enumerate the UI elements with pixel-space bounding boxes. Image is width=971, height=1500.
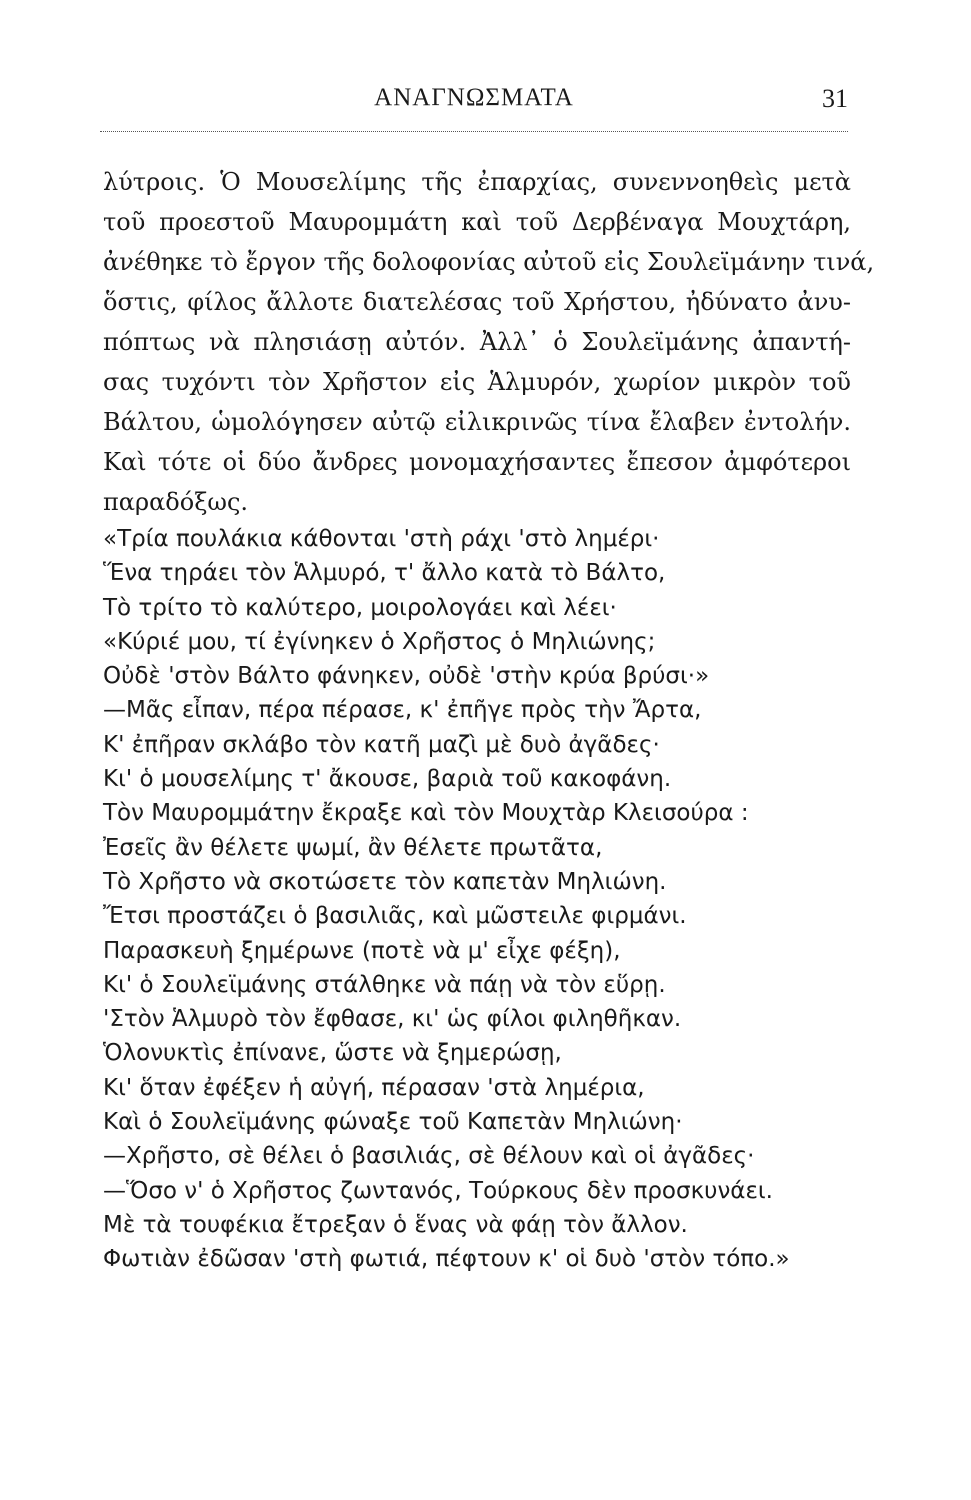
prose-line: σας τυχόντι τὸν Χρῆστον εἰς Ἁλμυρόν, χωρίον μικρὸν τοῦ xyxy=(103,368,851,396)
poem-line: Μὲ τὰ τουφέκια ἔτρεξαν ὁ ἕνας νὰ φάῃ τὸν ἄλλον. xyxy=(103,1211,688,1238)
poem-line: Ἐσεῖς ἂν θέλετε ψωμί, ἂν θέλετε πρωτᾶτα, xyxy=(103,834,603,861)
page-number: 31 xyxy=(822,84,848,113)
poem-line: Ἕνα τηράει τὸν Ἁλμυρό, τ' ἄλλο κατὰ τὸ Βάλτο, xyxy=(103,560,666,587)
poem-line: Τὸ τρίτο τὸ καλύτερο, μοιρολογάει καὶ λέει· xyxy=(103,594,617,621)
poem-line: —Μᾶς εἶπαν, πέρα πέρασε, κ' ἐπῆγε πρὸς τὴν Ἄρτα, xyxy=(103,697,702,724)
prose-line: ὅστις, φίλος ἄλλοτε διατελέσας τοῦ Χρήστου, ἠδύνατο ἀνυ- xyxy=(103,288,851,316)
prose-line: τοῦ προεστοῦ Μαυρομμάτη καὶ τοῦ Δερβέναγα Μουχτάρη, xyxy=(103,208,851,236)
page-header xyxy=(100,84,848,124)
poem-line: Οὐδὲ 'στὸν Βάλτο φάνηκεν, οὐδὲ 'στὴν κρύα βρύσι·» xyxy=(103,663,710,690)
poem-line: Παρασκευὴ ξημέρωνε (ποτὲ νὰ μ' εἶχε φέξη), xyxy=(103,937,621,964)
poem-line: —Χρῆστο, σὲ θέλει ὁ βασιλιάς, σὲ θέλουν καὶ οἱ ἀγᾶδες· xyxy=(103,1143,755,1170)
poem-line: «Τρία πουλάκια κάθονται 'στὴ ράχι 'στὸ λημέρι· xyxy=(103,526,660,552)
poem-line: Τὸ Χρῆστο νὰ σκοτώσετε τὸν καπετὰν Μηλιώνη. xyxy=(103,868,667,895)
poem-line: Ὁλονυκτὶς ἐπίνανε, ὥστε νὰ ξημερώσῃ, xyxy=(103,1040,562,1067)
prose-line: Καὶ τότε οἱ δύο ἄνδρες μονομαχήσαντες ἔπεσον ἀμφότεροι xyxy=(103,448,851,476)
prose-line: πόπτως νὰ πλησιάσῃ αὐτόν. Ἀλλ᾽ ὁ Σουλεϊμάνης ἀπαντή- xyxy=(103,328,851,356)
poem-line: Κι' ὁ Σουλεϊμάνης στάλθηκε νὰ πάῃ νὰ τὸν εὕρῃ. xyxy=(103,971,666,998)
poem-line: Καὶ ὁ Σουλεϊμάνης φώναξε τοῦ Καπετὰν Μηλιώνη· xyxy=(103,1109,683,1136)
prose-line: παραδόξως. xyxy=(103,488,249,516)
poem-line: Τὸν Μαυρομμάτην ἔκραξε καὶ τὸν Μουχτὰρ Κλεισούρα : xyxy=(103,800,749,827)
prose-line: λύτροις. Ὁ Μουσελίμης τῆς ἐπαρχίας, συνεννοηθεὶς μετὰ xyxy=(103,168,851,196)
folk-song-poem xyxy=(103,522,863,1277)
running-title: ΑΝΑΓΝΩΣΜΑΤΑ xyxy=(374,84,574,111)
poem-line: Ἔτσι προστάζει ὁ βασιλιᾶς, καὶ μῶστειλε φιρμάνι. xyxy=(103,903,687,930)
poem-line: «Κύριέ μου, τί ἐγίνηκεν ὁ Χρῆστος ὁ Μηλιώνης; xyxy=(103,628,656,655)
prose-line: Βάλτου, ὡμολόγησεν αὐτῷ εἰλικρινῶς τίνα ἔλαβεν ἐντολήν. xyxy=(103,408,851,436)
header-rule xyxy=(100,131,848,132)
prose-paragraph xyxy=(103,162,875,522)
prose-line: ἀνέθηκε τὸ ἔργον τῆς δολοφονίας αὐτοῦ εἰς Σουλεϊμάνην τινά, xyxy=(103,248,875,276)
poem-line: Κι' ὁ μουσελίμης τ' ἄκουσε, βαριὰ τοῦ κακοφάνη. xyxy=(103,766,672,793)
poem-line: Κ' ἐπῆραν σκλάβο τὸν κατῆ μαζὶ μὲ δυὸ ἀγᾶδες· xyxy=(103,731,660,758)
poem-line: 'Στὸν Ἁλμυρὸ τὸν ἔφθασε, κι' ὡς φίλοι φιληθῆκαν. xyxy=(103,1006,682,1033)
poem-line: Κι' ὅταν ἐφέξεν ἡ αὐγή, πέρασαν 'στὰ λημέρια, xyxy=(103,1074,645,1101)
poem-line: —Ὅσο ν' ὁ Χρῆστος ζωντανός, Τούρκους δὲν προσκυνάει. xyxy=(103,1177,773,1204)
poem-line: Φωτιὰν ἐδῶσαν 'στὴ φωτιά, πέφτουν κ' οἱ δυὸ 'στὸν τόπο.» xyxy=(103,1246,790,1273)
